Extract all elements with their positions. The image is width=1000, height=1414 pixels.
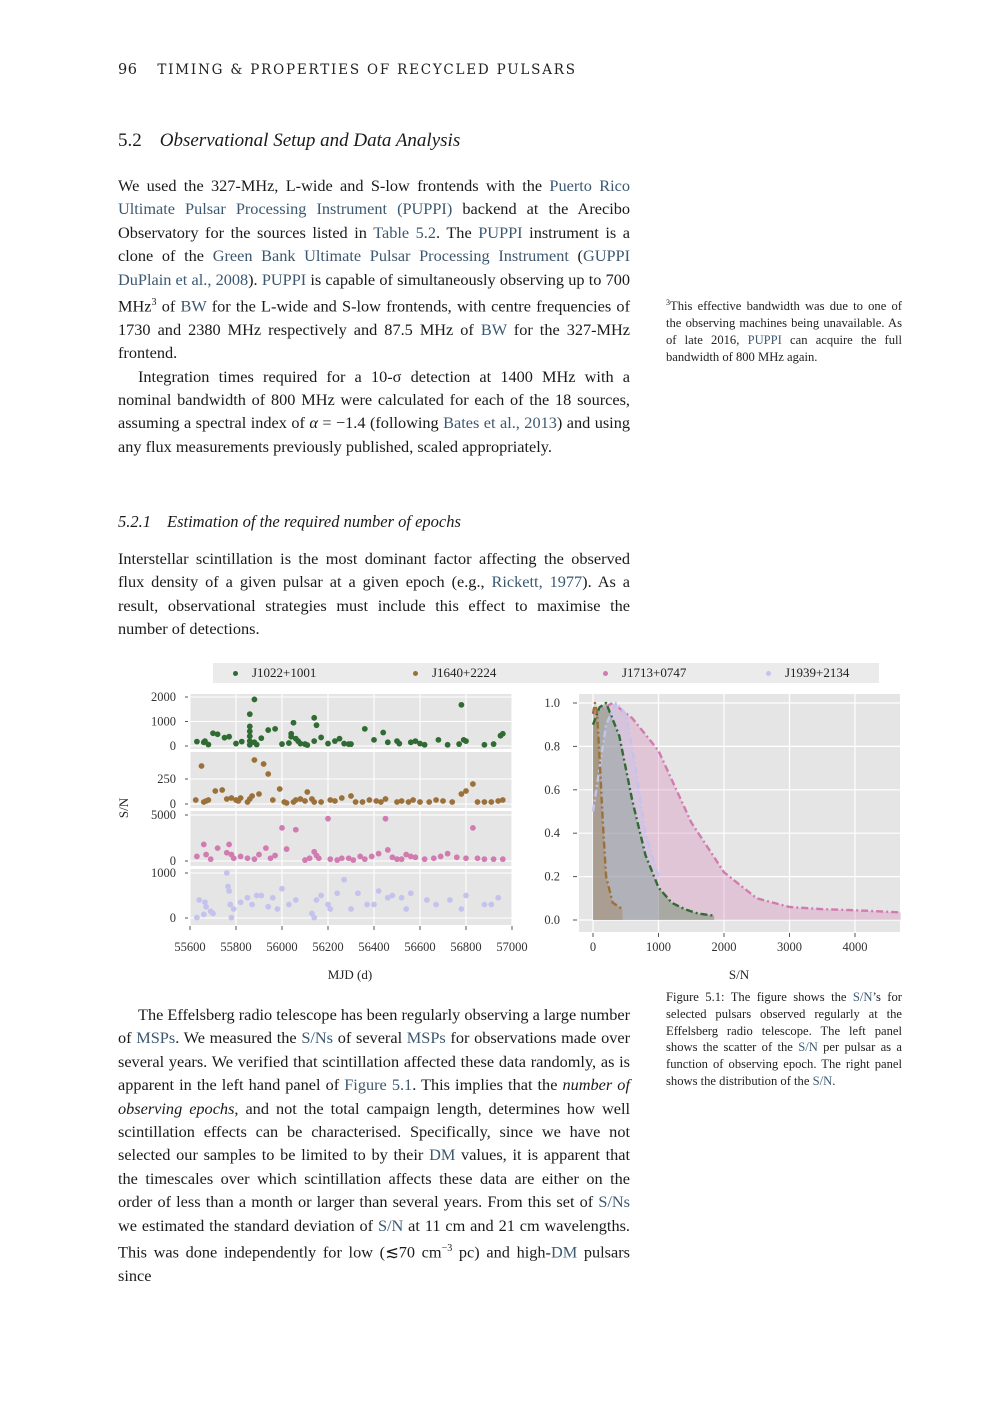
link-sns[interactable]: S/Ns bbox=[301, 1028, 334, 1048]
y-tick-label: 1.0 bbox=[544, 696, 560, 710]
text: backend at the Arecibo Observatory for the sources listed in bbox=[118, 199, 630, 242]
text: ( bbox=[568, 246, 583, 266]
emphasis-text: number of observing epochs bbox=[118, 1075, 630, 1118]
y-tick-label: 0 bbox=[169, 739, 176, 753]
text: at 11 cm and 21 cm wavelengths. This was done independently for low (≲70 cm bbox=[118, 1215, 630, 1262]
text: . bbox=[832, 1073, 836, 1088]
x-tick-label: 3000 bbox=[777, 940, 802, 954]
link-dm[interactable]: DM bbox=[429, 1145, 456, 1165]
text: for the 327-MHz frontend. bbox=[118, 319, 631, 363]
subsection-title: Estimation of the required number of epochs bbox=[167, 512, 461, 531]
text: for observations made over several years. We verified that scintillation affected these data randomly, as is apparent in the left hand panel of bbox=[118, 1028, 630, 1095]
link-dm-2[interactable]: DM bbox=[550, 1242, 578, 1262]
x-tick-label: 57000 bbox=[496, 940, 528, 954]
text: ’s for selected pulsars observed regularly at the Effelsberg radio telescope. The left panel shows the scatter of the bbox=[666, 990, 902, 1055]
text: pulsars since bbox=[118, 1242, 630, 1285]
text: for the L-wide and S-low frontends, with centre frequencies of 1730 and 2380 MHz respectively and 87.5 MHz of bbox=[118, 296, 630, 339]
legend-label: J1939+2134 bbox=[785, 665, 850, 680]
text: instrument is a clone of the bbox=[118, 222, 631, 266]
citation-bates-2013[interactable]: Bates et al., 2013 bbox=[443, 413, 557, 433]
sidenote-mark: 3 bbox=[666, 298, 670, 307]
link-puppi-sidenote[interactable]: PUPPI bbox=[747, 332, 782, 347]
alpha-symbol: α bbox=[309, 413, 318, 433]
text: of bbox=[156, 296, 181, 316]
link-sns-2[interactable]: S/Ns bbox=[598, 1192, 630, 1212]
left-x-axis-title: MJD (d) bbox=[327, 967, 373, 982]
link-bw-2[interactable]: BW bbox=[480, 319, 507, 339]
y-tick-label: 0.8 bbox=[544, 739, 560, 754]
figure-caption bbox=[666, 989, 902, 1090]
running-title: TIMING & PROPERTIES OF RECYCLED PULSARS bbox=[157, 62, 577, 78]
citation-rickett-1977[interactable]: Rickett, 1977 bbox=[491, 572, 583, 592]
x-tick-label: 55600 bbox=[174, 940, 206, 954]
x-tick-label: 56400 bbox=[358, 940, 390, 954]
text: = −1.4 (following bbox=[317, 413, 444, 433]
text: We used the 327-MHz, L-wide and S-low frontends with the bbox=[118, 176, 550, 195]
text: ) and using any flux measurements previously published, scaled appropriately. bbox=[118, 413, 630, 456]
link-figure-5-1[interactable]: Figure 5.1 bbox=[344, 1075, 413, 1095]
x-tick-label: 1000 bbox=[646, 940, 671, 954]
superscript: −3 bbox=[441, 1243, 453, 1255]
footnote-mark[interactable]: 3 bbox=[151, 297, 157, 309]
link-puppi-full[interactable]: Puerto Rico Ultimate Pulsar Processing Instrument (PUPPI) bbox=[118, 176, 631, 219]
x-tick-label: 56000 bbox=[266, 940, 298, 954]
link-guppi-full[interactable]: Green Bank Ultimate Pulsar Processing Instrument bbox=[212, 246, 569, 266]
text: , and not the total campaign length, determines how well scintillation effects can be characterised. Specifically, since we have not selected our samples to be limited to by their bbox=[118, 1098, 630, 1165]
y-tick-label: 0.6 bbox=[544, 782, 560, 797]
text: ). bbox=[248, 269, 262, 289]
text: we estimated the standard deviation of bbox=[118, 1215, 378, 1235]
link-sn-3[interactable]: S/N bbox=[812, 1073, 833, 1088]
text: Interstellar scintillation is the most dominant factor affecting the observed flux density of a given pulsar at a given epoch (e.g., bbox=[118, 549, 630, 592]
y-tick-label: 2000 bbox=[151, 690, 176, 704]
x-tick-label: 2000 bbox=[711, 940, 737, 954]
text: of several bbox=[333, 1028, 407, 1048]
section-title: Observational Setup and Data Analysis bbox=[159, 130, 461, 151]
text: . We measured the bbox=[175, 1028, 302, 1048]
citation-duplain-2008[interactable]: DuPlain et al., 2008 bbox=[118, 269, 249, 289]
y-tick-label: 250 bbox=[157, 772, 176, 786]
text: ). As a result, observational strategies must include this effect to maximise the number of detections. bbox=[118, 572, 630, 639]
text: can acquire the full bandwidth of 800 MHz again. bbox=[666, 332, 903, 364]
y-tick-label: 0.4 bbox=[544, 826, 560, 841]
y-tick-label: 1000 bbox=[151, 866, 176, 880]
text: Integration times required for a 10-σ detection at 1400 MHz with a nominal bandwidth of 800 MHz were calculated for each of the 18 sources, assuming a spectral index of bbox=[118, 366, 630, 433]
x-tick-label: 0 bbox=[589, 940, 597, 954]
text: This effective bandwidth was due to one of the observing machines being unavailable. As of late 2016, bbox=[666, 299, 902, 347]
link-msps-2[interactable]: MSPs bbox=[406, 1028, 446, 1048]
link-sn-2[interactable]: S/N bbox=[798, 1040, 818, 1055]
x-tick-label: 55800 bbox=[220, 940, 252, 954]
y-tick-label: 0 bbox=[169, 797, 176, 811]
left-y-axis-title: S/N bbox=[116, 797, 131, 819]
y-tick-label: 0 bbox=[169, 911, 176, 925]
text: . The bbox=[436, 222, 479, 242]
paragraph-effelsberg bbox=[118, 1003, 630, 1287]
body-paragraph-effelsberg bbox=[118, 1003, 630, 1287]
page-number: 96 bbox=[118, 62, 138, 78]
text: per pulsar as a function of observing epoch. The right panel shows the distribution of the bbox=[666, 1040, 902, 1088]
section-number: 5.2 bbox=[118, 130, 142, 151]
y-tick-label: 0.2 bbox=[544, 869, 560, 884]
link-puppi-2[interactable]: PUPPI bbox=[261, 269, 307, 289]
x-tick-label: 4000 bbox=[842, 940, 868, 954]
x-tick-label: 56800 bbox=[450, 940, 482, 954]
text: Figure 5.1: The figure shows the bbox=[666, 990, 853, 1004]
link-msps[interactable]: MSPs bbox=[136, 1028, 176, 1048]
legend-label: J1022+1001 bbox=[252, 665, 317, 680]
link-sn-4[interactable]: S/N bbox=[377, 1215, 404, 1235]
legend-label: J1713+0747 bbox=[622, 665, 687, 680]
y-tick-label: 1000 bbox=[151, 714, 176, 729]
x-tick-label: 56200 bbox=[312, 940, 344, 954]
y-tick-label: 0.0 bbox=[544, 913, 560, 927]
link-guppi[interactable]: GUPPI bbox=[582, 246, 631, 266]
link-table-5-2[interactable]: Table 5.2 bbox=[373, 222, 437, 242]
legend-label: J1640+2224 bbox=[432, 665, 497, 680]
subsection-number: 5.2.1 bbox=[118, 512, 151, 531]
y-tick-label: 0 bbox=[169, 854, 176, 868]
text: is capable of simultaneously observing up to 700 MHz bbox=[118, 269, 631, 316]
link-puppi[interactable]: PUPPI bbox=[478, 222, 523, 242]
x-tick-label: 56600 bbox=[404, 940, 436, 954]
y-tick-label: 5000 bbox=[151, 808, 176, 822]
link-sn[interactable]: S/N bbox=[852, 990, 873, 1004]
text: . This implies that the bbox=[412, 1075, 563, 1095]
right-x-axis-title: S/N bbox=[728, 967, 750, 982]
text: values, it is apparent that the timescales over which scintillation affects these data are either on the order of less than a month or larger than several years. From this set of bbox=[118, 1145, 630, 1212]
text: The Effelsberg radio telescope has been regularly observing a large number of bbox=[118, 1005, 630, 1048]
text: pc) and high- bbox=[452, 1242, 551, 1262]
link-bw[interactable]: BW bbox=[180, 296, 207, 316]
